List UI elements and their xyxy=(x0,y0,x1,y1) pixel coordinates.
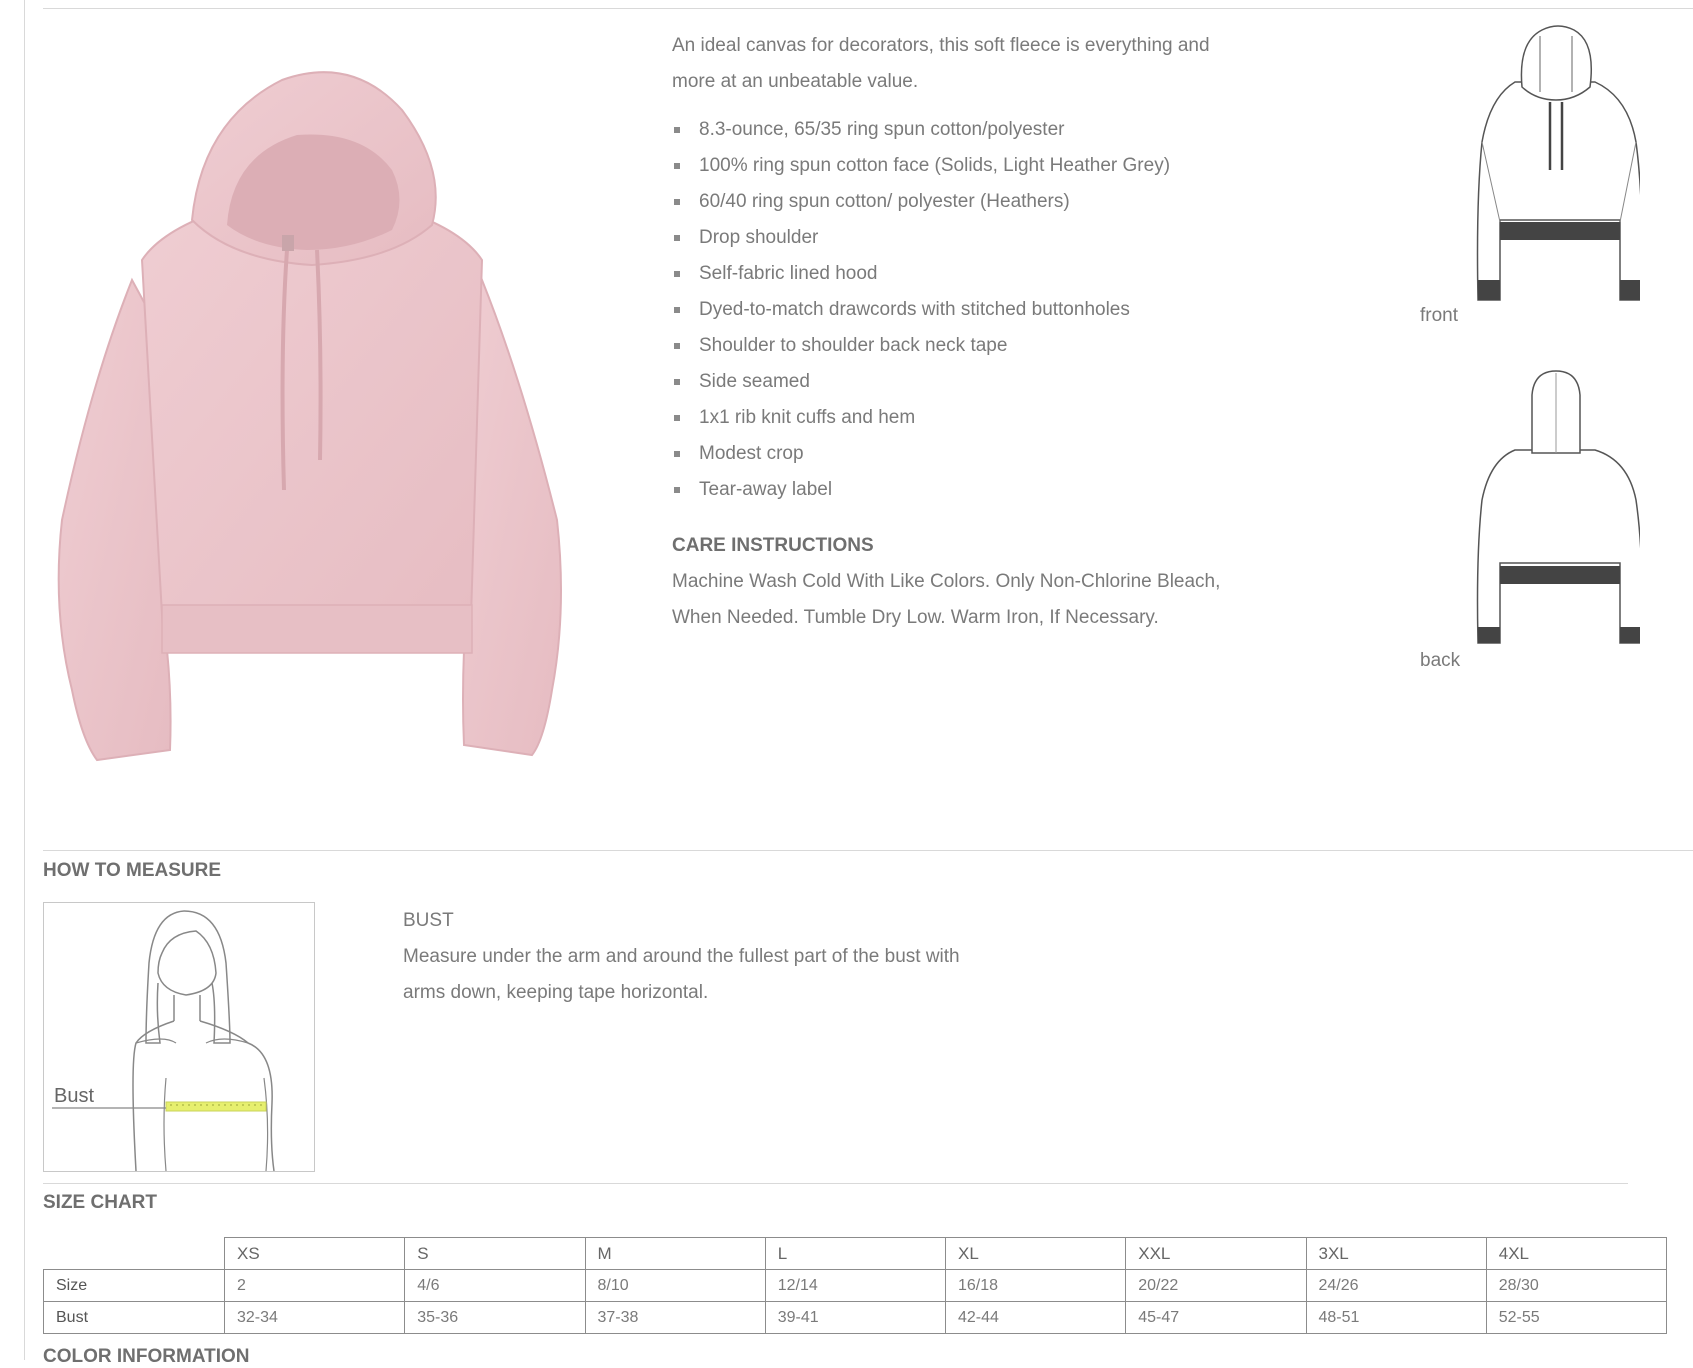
feature-item: Tear-away label xyxy=(672,472,1232,508)
feature-item: Shoulder to shoulder back neck tape xyxy=(672,328,1232,364)
size-chart-corner-cell xyxy=(44,1238,225,1270)
table-cell: 48-51 xyxy=(1306,1302,1486,1334)
size-header-cell: XS xyxy=(225,1238,405,1270)
product-photo xyxy=(52,50,572,770)
bust-diagram-label: Bust xyxy=(54,1085,95,1107)
feature-list xyxy=(672,112,1232,508)
table-cell: 37-38 xyxy=(585,1302,765,1334)
feature-item: Self-fabric lined hood xyxy=(672,256,1232,292)
size-chart-table xyxy=(43,1237,1667,1334)
table-cell: 20/22 xyxy=(1126,1270,1306,1302)
table-cell: 52-55 xyxy=(1486,1302,1666,1334)
table-cell: 8/10 xyxy=(585,1270,765,1302)
size-header-cell: S xyxy=(405,1238,585,1270)
table-cell: 28/30 xyxy=(1486,1270,1666,1302)
measure-divider xyxy=(43,850,1693,851)
care-instructions-text: Machine Wash Cold With Like Colors. Only Non-Chlorine Bleach, When Needed. Tumble Dry Low. Warm Iron, If Necessary. xyxy=(672,571,1221,628)
table-cell: 16/18 xyxy=(946,1270,1126,1302)
row-label-cell: Bust xyxy=(44,1302,225,1334)
table-cell: 42-44 xyxy=(946,1302,1126,1334)
row-label-cell: Size xyxy=(44,1270,225,1302)
feature-item: Modest crop xyxy=(672,436,1232,472)
feature-item: 100% ring spun cotton face (Solids, Light Heather Grey) xyxy=(672,148,1232,184)
table-cell: 39-41 xyxy=(765,1302,945,1334)
size-header-cell: L xyxy=(765,1238,945,1270)
feature-item: 60/40 ring spun cotton/ polyester (Heathers) xyxy=(672,184,1232,220)
size-chart-header-row xyxy=(44,1238,1667,1270)
back-flat-sketch xyxy=(1470,365,1640,645)
feature-item: Drop shoulder xyxy=(672,220,1232,256)
feature-item: 8.3-ounce, 65/35 ring spun cotton/polyester xyxy=(672,112,1232,148)
measure-description: Measure under the arm and around the fullest part of the bust with arms down, keeping tape horizontal. xyxy=(403,946,960,1003)
measure-heading: BUST xyxy=(403,910,454,931)
page-left-border xyxy=(24,0,25,1360)
description-intro: An ideal canvas for decorators, this soft fleece is everything and more at an unbeatable value. xyxy=(672,35,1210,92)
top-divider xyxy=(43,8,1693,9)
back-flat-label: back xyxy=(1420,650,1461,671)
feature-item: 1x1 rib knit cuffs and hem xyxy=(672,400,1232,436)
size-header-cell: M xyxy=(585,1238,765,1270)
table-row xyxy=(44,1270,1667,1302)
size-header-cell: XL xyxy=(946,1238,1126,1270)
table-cell: 4/6 xyxy=(405,1270,585,1302)
table-cell: 2 xyxy=(225,1270,405,1302)
measure-instructions xyxy=(403,903,963,1011)
table-row xyxy=(44,1302,1667,1334)
how-to-measure-title: HOW TO MEASURE xyxy=(43,860,222,881)
front-flat-sketch xyxy=(1470,22,1640,302)
size-header-cell: 3XL xyxy=(1306,1238,1486,1270)
table-cell: 45-47 xyxy=(1126,1302,1306,1334)
product-description xyxy=(672,28,1232,636)
feature-item: Dyed-to-match drawcords with stitched buttonholes xyxy=(672,292,1232,328)
size-header-cell: 4XL xyxy=(1486,1238,1666,1270)
size-chart-title: SIZE CHART xyxy=(43,1192,157,1213)
table-cell: 12/14 xyxy=(765,1270,945,1302)
table-cell: 24/26 xyxy=(1306,1270,1486,1302)
table-cell: 35-36 xyxy=(405,1302,585,1334)
size-header-cell: XXL xyxy=(1126,1238,1306,1270)
color-information-title: COLOR INFORMATION xyxy=(43,1346,250,1367)
feature-item: Side seamed xyxy=(672,364,1232,400)
care-instructions-title: CARE INSTRUCTIONS xyxy=(672,535,874,556)
front-flat-label: front xyxy=(1420,305,1459,326)
table-cell: 32-34 xyxy=(225,1302,405,1334)
size-chart-divider xyxy=(43,1183,1628,1184)
measure-diagram xyxy=(43,902,315,1172)
